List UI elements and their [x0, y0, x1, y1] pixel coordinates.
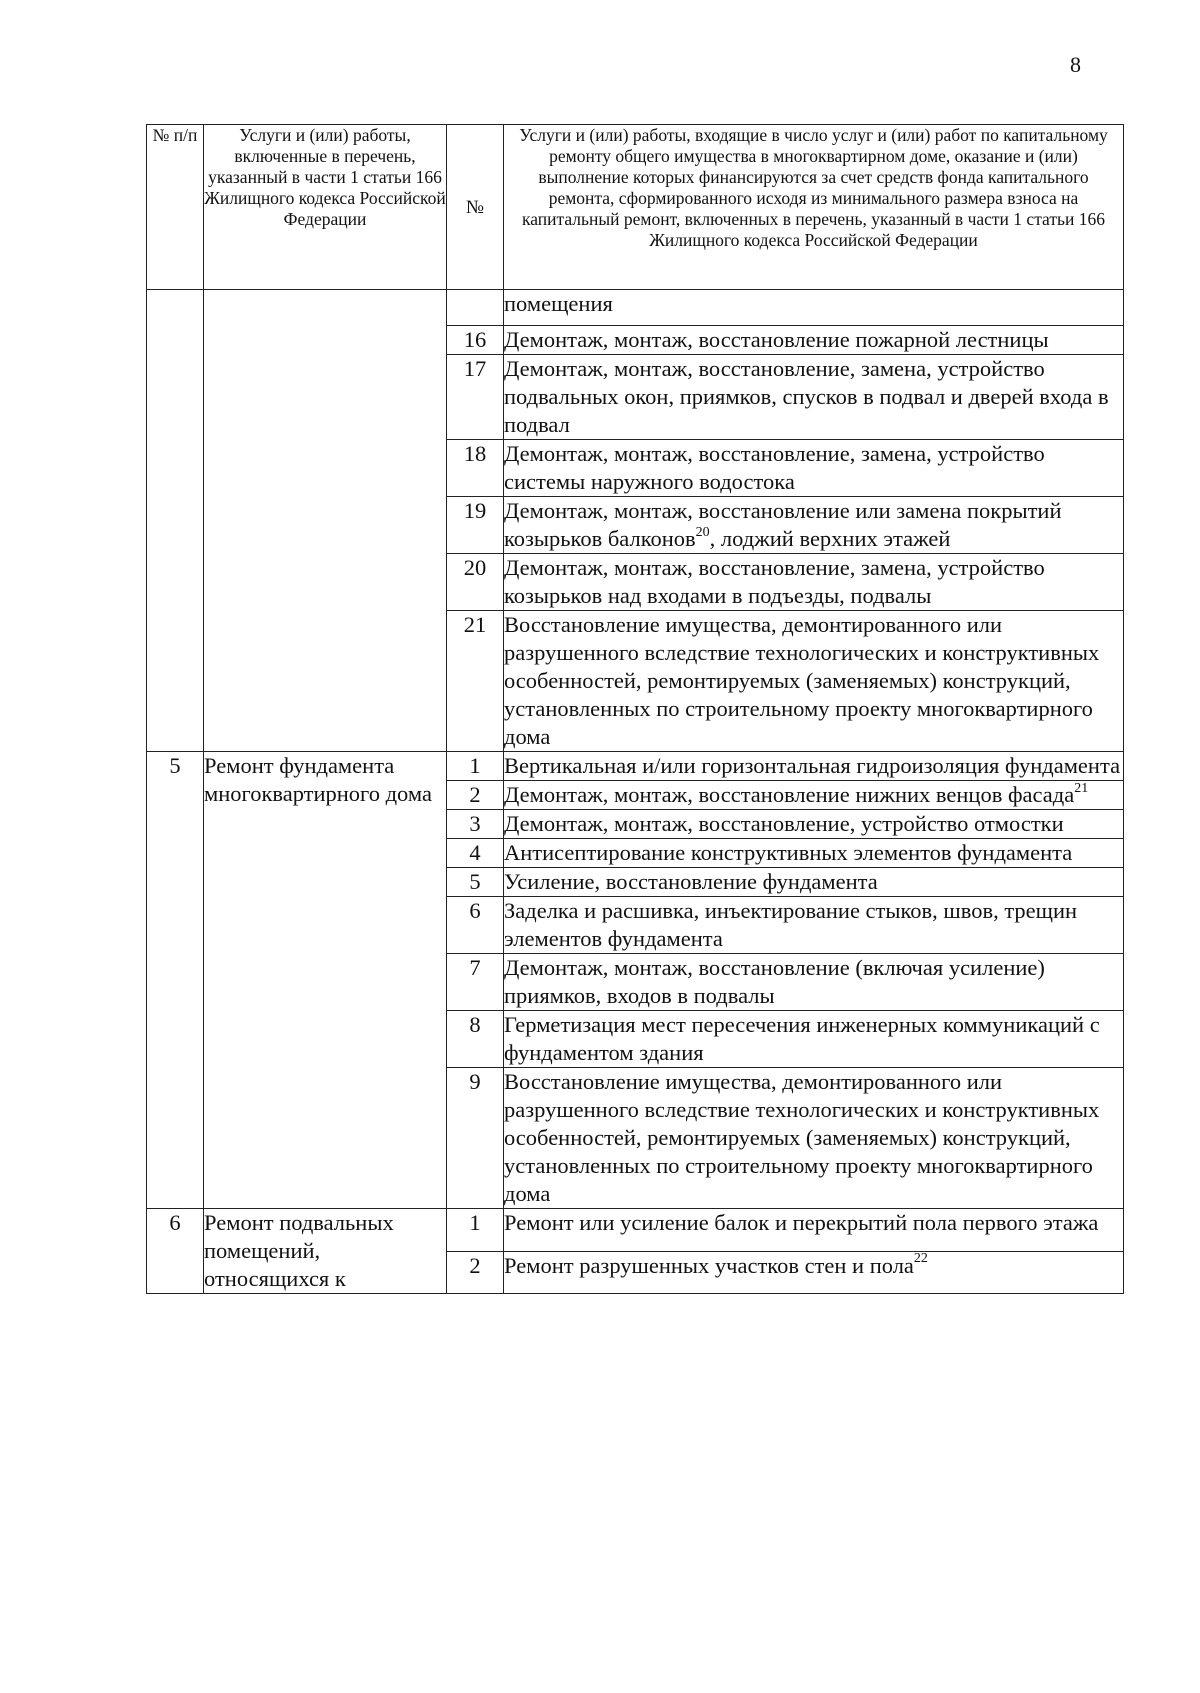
item-description-text: Вертикальная и/или горизонтальная гидроизоляция фундамента	[504, 753, 1121, 778]
item-description-cell	[504, 326, 1124, 355]
header-category: Услуги и (или) работы, включенные в перечень, указанный в части 1 статьи 166 Жилищного кодекса Российской Федерации	[204, 125, 447, 290]
item-description-cell	[504, 1068, 1124, 1209]
continuation-text: помещения	[504, 290, 1124, 326]
header-num: № п/п	[147, 125, 204, 290]
item-description-text: Ремонт или усиление балок и перекрытий пола первого этажа	[504, 1210, 1099, 1235]
item-description-cell	[504, 810, 1124, 839]
table-row	[147, 752, 1124, 781]
footnote-marker: 20	[695, 524, 710, 540]
item-num-cell: 18	[447, 440, 504, 497]
footnote-marker: 21	[1074, 780, 1089, 796]
table-row-continuation	[147, 290, 1124, 326]
item-num-cell: 2	[447, 781, 504, 810]
capital-repair-table	[146, 124, 1124, 1294]
item-num-cell: 5	[447, 868, 504, 897]
item-description-text: Восстановление имущества, демонтированного или разрушенного вследствие технологических и конструктивных особенностей, ремонтируемых (заменяемых) конструкций, установленных по строительному проекту многоквартирного дома	[504, 1069, 1100, 1206]
header-description: Услуги и (или) работы, входящие в число услуг и (или) работ по капитальному ремонту общего имущества в многоквартирном доме, оказание и (или) выполнение которых финансируются за счет средств фонда капитального ремонта, сформированного исходя из минимального размера взноса на капитальный ремонт, включенных в перечень, указанный в части 1 статьи 166 Жилищного кодекса Российской Федерации	[504, 125, 1124, 290]
item-num-cell: 4	[447, 839, 504, 868]
item-description-text: Заделка и расшивка, инъектирование стыков, швов, трещин элементов фундамента	[504, 898, 1078, 951]
item-description-cell	[504, 839, 1124, 868]
item-description-text: Демонтаж, монтаж, восстановление, замена, устройство подвальных окон, приямков, спусков в подвал и дверей входа в подвал	[504, 356, 1109, 437]
table-row	[147, 1209, 1124, 1252]
item-num-cell: 20	[447, 554, 504, 611]
item-num-cell: 2	[447, 1251, 504, 1294]
item-description-text: Антисептирование конструктивных элементов фундамента	[504, 840, 1073, 865]
group-num-cell	[147, 290, 204, 752]
item-description-text: Демонтаж, монтаж, восстановление, замена, устройство системы наружного водостока	[504, 441, 1045, 494]
item-description-text: Демонтаж, монтаж, восстановление нижних венцов фасада	[504, 782, 1075, 807]
item-description-text: Восстановление имущества, демонтированного или разрушенного вследствие технологических и конструктивных особенностей, ремонтируемых (заменяемых) конструкций, установленных по строительному проекту многоквартирного дома	[504, 612, 1100, 749]
item-num-cell: 19	[447, 497, 504, 554]
table-header-row	[147, 125, 1124, 290]
item-description-cell	[504, 868, 1124, 897]
item-description-text: Демонтаж, монтаж, восстановление, устройство отмостки	[504, 811, 1064, 836]
item-description-cell	[504, 954, 1124, 1011]
item-description-cell	[504, 781, 1124, 810]
item-description-text: Герметизация мест пересечения инженерных коммуникаций с фундаментом здания	[504, 1012, 1100, 1065]
item-num-cell: 17	[447, 355, 504, 440]
item-num-cell	[447, 290, 504, 326]
item-description-cell	[504, 752, 1124, 781]
item-description-cell	[504, 611, 1124, 752]
header-sub-num: №	[447, 125, 504, 290]
item-description-cell	[504, 1251, 1124, 1294]
item-description-text: Ремонт разрушенных участков стен и пола	[504, 1252, 914, 1278]
group-num-cell: 6	[147, 1209, 204, 1294]
item-description-text: Демонтаж, монтаж, восстановление, замена, устройство козырьков над входами в подъезды, подвалы	[504, 555, 1045, 608]
item-description-cell	[504, 355, 1124, 440]
item-description-text: Демонтаж, монтаж, восстановление или замена покрытий козырьков балконов	[504, 498, 1062, 551]
group-category-cell: Ремонт фундамента многоквартирного дома	[204, 752, 447, 1209]
item-description-cell	[504, 897, 1124, 954]
item-description-cell	[504, 554, 1124, 611]
item-description-cell	[504, 1209, 1124, 1252]
item-description-cell	[504, 440, 1124, 497]
item-description-cell	[504, 1011, 1124, 1068]
item-num-cell: 1	[447, 752, 504, 781]
table-body	[147, 290, 1124, 1294]
item-num-cell: 7	[447, 954, 504, 1011]
item-num-cell: 8	[447, 1011, 504, 1068]
item-description-text: Демонтаж, монтаж, восстановление пожарной лестницы	[504, 327, 1049, 352]
item-description-text: Демонтаж, монтаж, восстановление (включая усиление) приямков, входов в подвалы	[504, 955, 1045, 1008]
group-category-cell	[204, 290, 447, 752]
item-description-cell	[504, 497, 1124, 554]
item-num-cell: 9	[447, 1068, 504, 1209]
group-num-cell: 5	[147, 752, 204, 1209]
item-num-cell: 6	[447, 897, 504, 954]
footnote-marker: 22	[913, 1251, 928, 1266]
group-category-cell: Ремонт подвальных помещений, относящихся к	[204, 1209, 447, 1294]
item-num-cell: 21	[447, 611, 504, 752]
page-number: 8	[1070, 52, 1081, 77]
item-num-cell: 16	[447, 326, 504, 355]
item-num-cell: 3	[447, 810, 504, 839]
item-description-text-tail: , лоджий верхних этажей	[709, 526, 951, 551]
item-num-cell: 1	[447, 1209, 504, 1252]
item-description-text: Усиление, восстановление фундамента	[504, 869, 878, 894]
